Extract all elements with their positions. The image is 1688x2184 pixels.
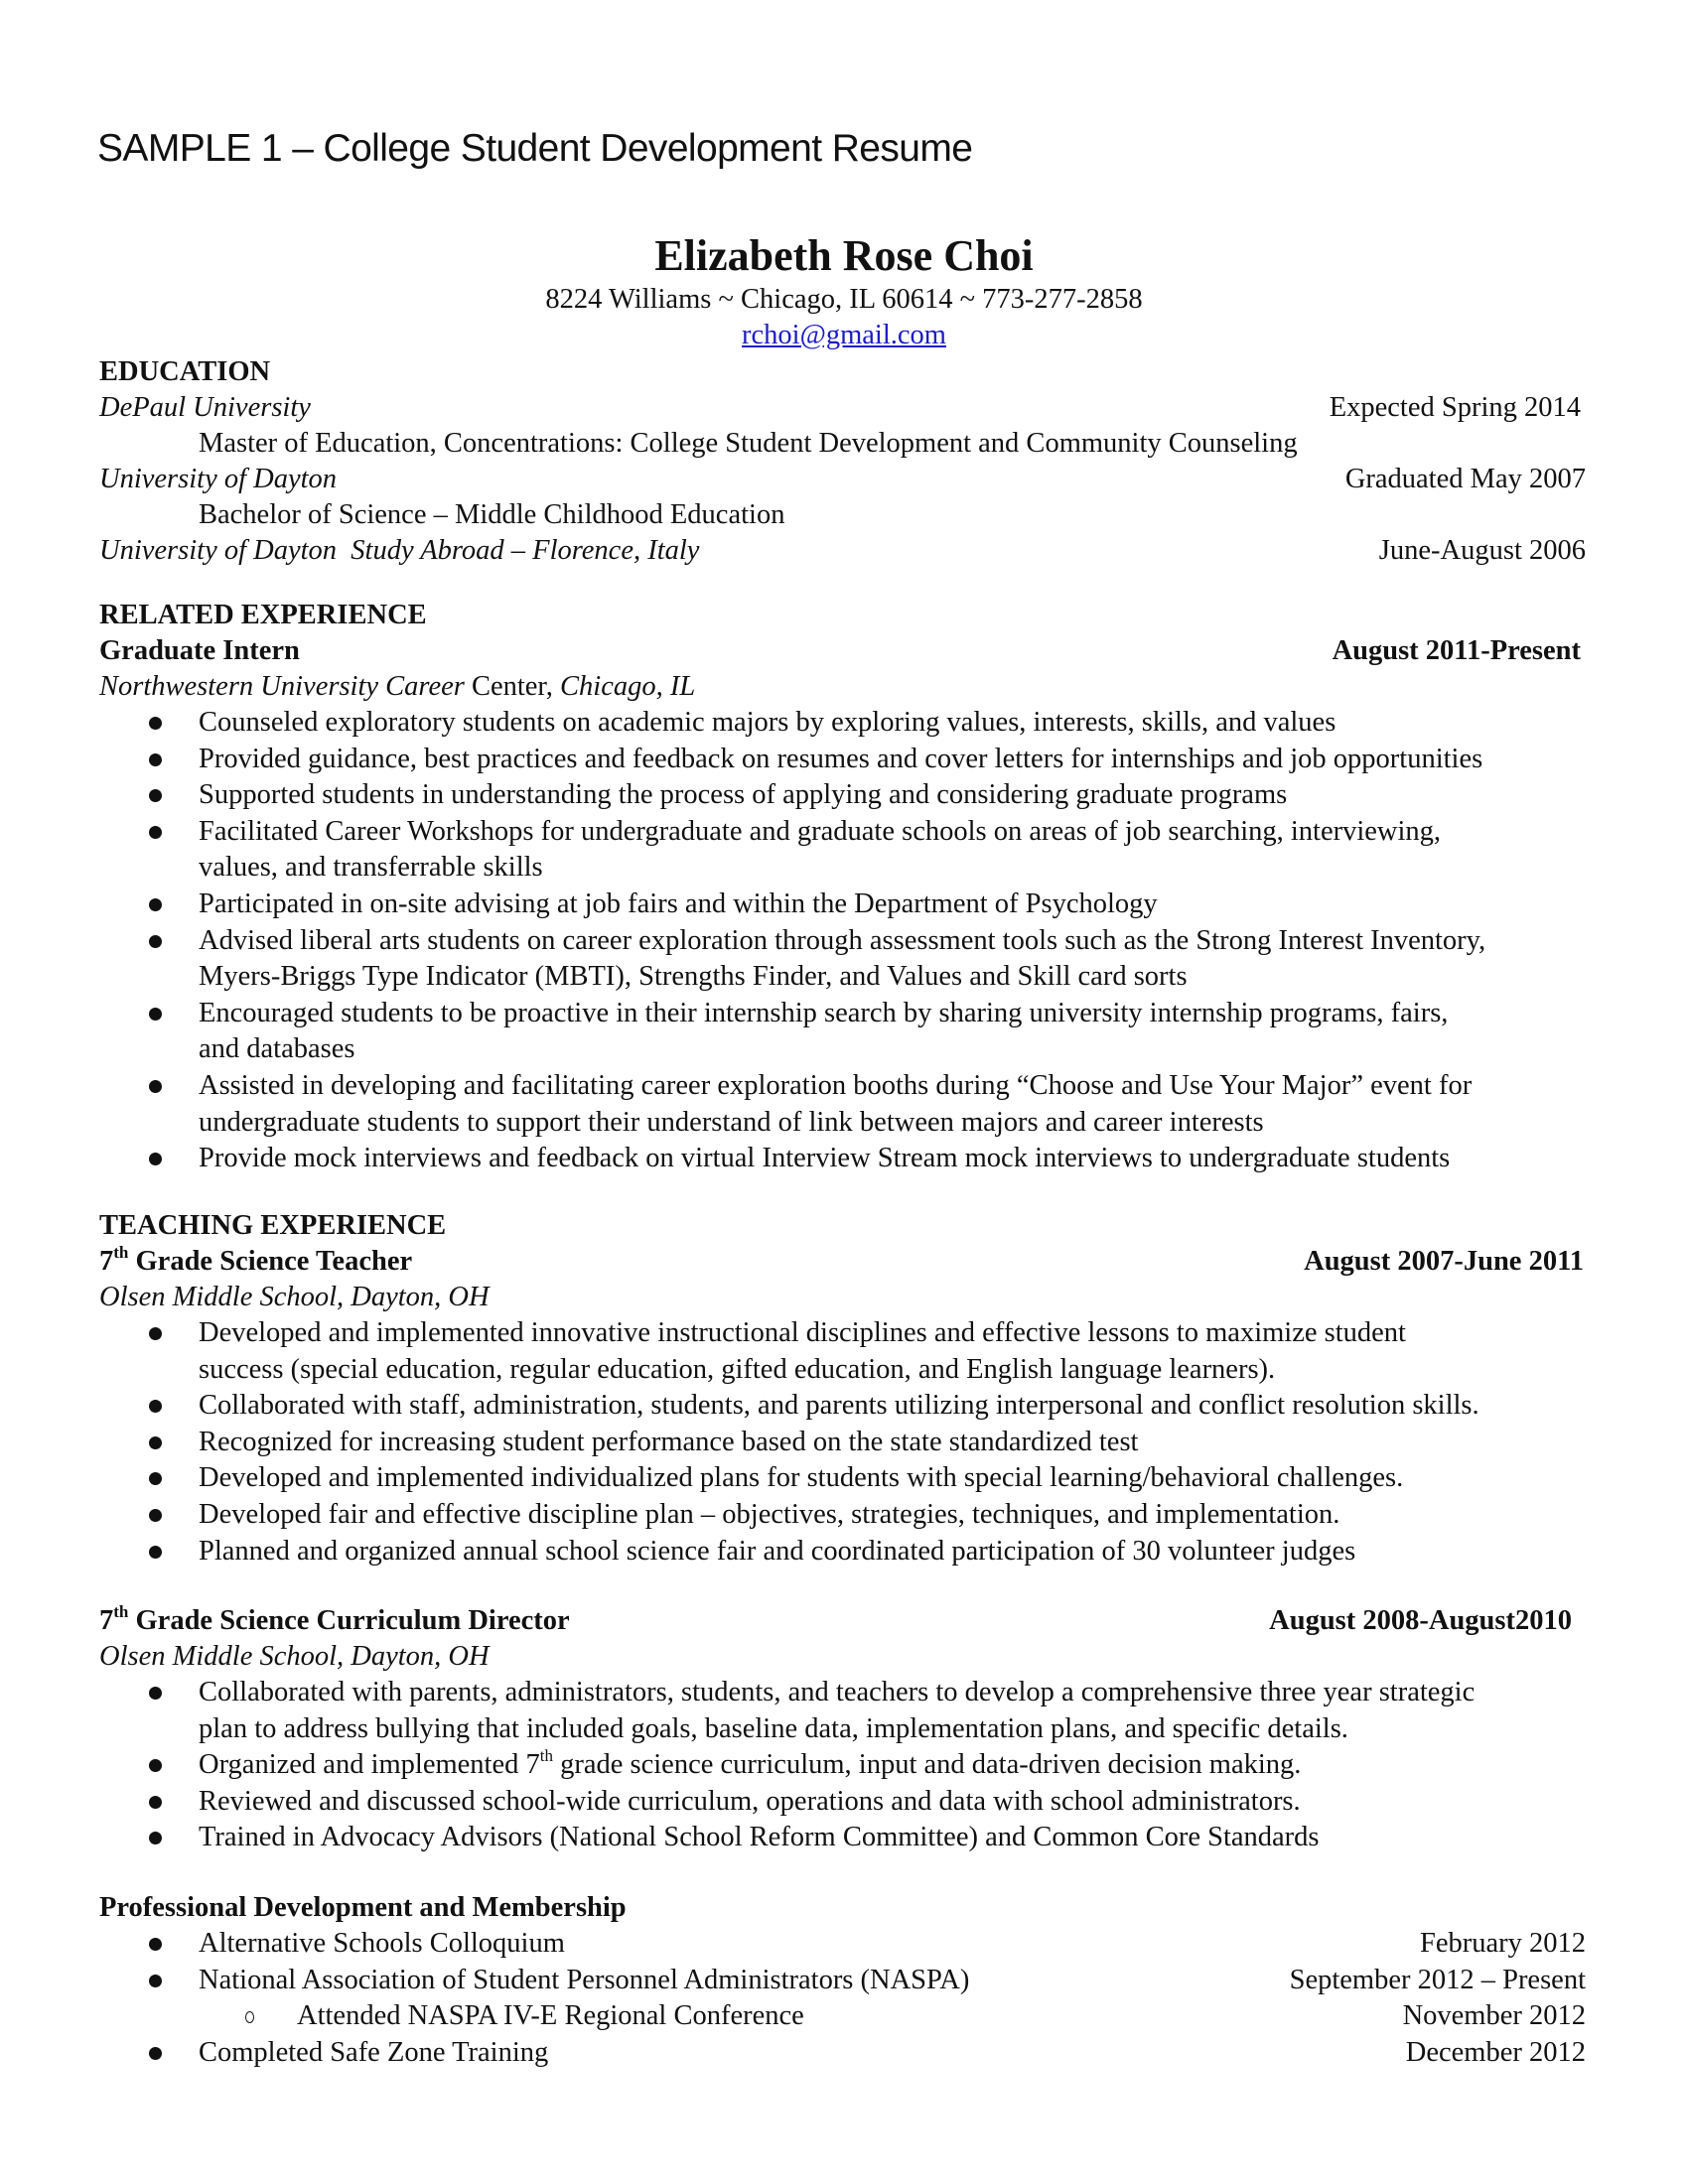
section-heading-teaching-experience: TEACHING EXPERIENCE bbox=[99, 1210, 447, 1241]
bullet-icon bbox=[149, 1153, 162, 1165]
job-header bbox=[99, 1603, 1586, 1639]
teaching-experience-section bbox=[99, 1208, 1586, 1570]
bullet-icon bbox=[149, 1472, 162, 1485]
education-date: June-August 2006 bbox=[1378, 535, 1586, 566]
list-item: Supported students in understanding the process of applying and considering graduate programs bbox=[99, 777, 1586, 814]
related-experience-section bbox=[99, 598, 1586, 1177]
education-date: Expected Spring 2014 bbox=[1329, 392, 1581, 423]
email-link[interactable]: rchoi@gmail.com bbox=[742, 320, 946, 350]
section-heading-professional-development: Professional Development and Membership bbox=[99, 1892, 627, 1923]
education-entry bbox=[99, 533, 1586, 569]
bullet-icon bbox=[149, 1546, 162, 1559]
job-date: August 2011-Present bbox=[1332, 635, 1581, 666]
hollow-bullet-icon bbox=[245, 2011, 254, 2023]
job-organization: Olsen Middle School, Dayton, OH bbox=[99, 1282, 490, 1312]
bullet-icon bbox=[149, 717, 162, 730]
bullet-icon bbox=[149, 753, 162, 766]
item-date: September 2012 – Present bbox=[1289, 1964, 1586, 1995]
job-title: 7th Grade Science Curriculum Director bbox=[99, 1601, 570, 1636]
bullet-icon bbox=[149, 1400, 162, 1413]
list-item: Collaborated with parents, administrators, students, and teachers to develop a comprehensive three year strategic plan to address bullying that included goals, baseline data, implementation plans, and specific details. bbox=[99, 1675, 1586, 1747]
job-header bbox=[99, 633, 1586, 669]
list-item: Completed Safe Zone Training December 2012 bbox=[99, 2035, 1586, 2072]
bullet-icon bbox=[149, 1436, 162, 1449]
list-item: Trained in Advocacy Advisors (National School Reform Committee) and Common Core Standards bbox=[99, 1820, 1586, 1856]
degree: Master of Education, Concentrations: College Student Development and Community Counseling bbox=[199, 428, 1298, 459]
list-item: Counseled exploratory students on academic majors by exploring values, interests, skills, and values bbox=[99, 705, 1586, 742]
list-item: Reviewed and discussed school-wide curriculum, operations and data with school administrators. bbox=[99, 1784, 1586, 1821]
list-item: National Association of Student Personnel Administrators (NASPA) September 2012 – Present bbox=[99, 1963, 1586, 1999]
candidate-name: Elizabeth Rose Choi bbox=[654, 231, 1034, 280]
sub-list-item: Attended NASPA IV-E Regional Conference November 2012 bbox=[99, 1998, 1586, 2035]
section-heading-education: EDUCATION bbox=[99, 356, 271, 387]
section-heading-related-experience: RELATED EXPERIENCE bbox=[99, 600, 427, 630]
list-item: Provide mock interviews and feedback on virtual Interview Stream mock interviews to undergraduate students bbox=[99, 1141, 1586, 1177]
degree: Bachelor of Science – Middle Childhood Education bbox=[199, 499, 785, 530]
education-date: Graduated May 2007 bbox=[1344, 464, 1586, 494]
bullet-icon bbox=[149, 1759, 162, 1772]
list-item: Recognized for increasing student performance based on the state standardized test bbox=[99, 1425, 1586, 1461]
education-entry bbox=[99, 390, 1586, 426]
job-header bbox=[99, 1244, 1586, 1280]
bullet-list bbox=[99, 1315, 1586, 1570]
bullet-icon bbox=[149, 1687, 162, 1700]
list-item: Developed and implemented individualized plans for students with special learning/behavioral challenges. bbox=[99, 1460, 1586, 1497]
item-date: November 2012 bbox=[1402, 2000, 1586, 2032]
org-name-plain: Center, bbox=[464, 671, 561, 702]
org-name: Northwestern University Career bbox=[99, 671, 465, 702]
bullet-icon bbox=[149, 826, 162, 839]
bullet-icon bbox=[149, 2047, 162, 2060]
list-item: Organized and implemented 7th grade science curriculum, input and data-driven decision making. bbox=[99, 1747, 1586, 1784]
job-date: August 2007-June 2011 bbox=[1304, 1246, 1584, 1277]
list-item: Advised liberal arts students on career exploration through assessment tools such as the Strong Interest Inventory, Myers-Briggs Type Indicator (MBTI), Strengths Finder, and Values and Skill card sorts bbox=[99, 923, 1586, 996]
list-item: Facilitated Career Workshops for undergraduate and graduate schools on areas of job searching, interviewing, values, and transferrable skills bbox=[99, 814, 1586, 887]
list-item: Planned and organized annual school science fair and coordinated participation of 30 volunteer judges bbox=[99, 1534, 1586, 1570]
education-entry bbox=[99, 462, 1586, 497]
bullet-icon bbox=[149, 1796, 162, 1809]
list-item: Developed and implemented innovative instructional disciplines and effective lessons to maximize student success (special education, regular education, gifted education, and English language learners). bbox=[99, 1315, 1586, 1388]
job-organization bbox=[99, 669, 1586, 705]
bullet-icon bbox=[149, 1832, 162, 1844]
list-item: Collaborated with staff, administration, students, and parents utilizing interpersonal and conflict resolution skills. bbox=[99, 1388, 1586, 1425]
list-item: Alternative Schools Colloquium February 2012 bbox=[99, 1926, 1586, 1963]
job-organization: Olsen Middle School, Dayton, OH bbox=[99, 1641, 490, 1672]
email-line bbox=[0, 318, 1688, 353]
list-item: Assisted in developing and facilitating career exploration booths during “Choose and Use Your Major” event for undergraduate students to support their understand of link between majors and career interests bbox=[99, 1068, 1586, 1141]
curriculum-director-section bbox=[99, 1603, 1586, 1856]
bullet-icon bbox=[149, 898, 162, 911]
bullet-list bbox=[99, 1926, 1586, 2071]
bullet-icon bbox=[149, 1975, 162, 1987]
bullet-icon bbox=[149, 1080, 162, 1093]
job-title: Graduate Intern bbox=[99, 635, 300, 666]
list-item: Developed fair and effective discipline plan – objectives, strategies, techniques, and implementation. bbox=[99, 1497, 1586, 1534]
bullet-list bbox=[99, 705, 1586, 1177]
bullet-list bbox=[99, 1675, 1586, 1856]
contact-line: 8224 Williams ~ Chicago, IL 60614 ~ 773-277-2858 bbox=[545, 284, 1143, 315]
school-name: University of Dayton bbox=[99, 464, 338, 494]
education-section bbox=[99, 354, 1586, 569]
job-title: 7th Grade Science Teacher bbox=[99, 1242, 413, 1277]
school-name: DePaul University bbox=[99, 392, 311, 423]
item-date: February 2012 bbox=[1419, 1928, 1586, 1959]
professional-development-section bbox=[99, 1890, 1586, 2071]
school-name: University of Dayton Study Abroad – Florence, Italy bbox=[99, 535, 700, 566]
item-date: December 2012 bbox=[1405, 2036, 1586, 2068]
bullet-icon bbox=[149, 1008, 162, 1021]
list-item: Encouraged students to be proactive in their internship search by sharing university internship programs, fairs, and databases bbox=[99, 996, 1586, 1068]
bullet-icon bbox=[149, 1509, 162, 1522]
org-location: Chicago, IL bbox=[560, 671, 696, 702]
bullet-icon bbox=[149, 1327, 162, 1340]
document-title: SAMPLE 1 – College Student Development Resume bbox=[97, 127, 973, 170]
bullet-icon bbox=[149, 935, 162, 948]
bullet-icon bbox=[149, 1938, 162, 1951]
bullet-icon bbox=[149, 789, 162, 802]
job-date: August 2008-August2010 bbox=[1269, 1605, 1572, 1636]
list-item: Participated in on-site advising at job fairs and within the Department of Psychology bbox=[99, 887, 1586, 923]
list-item: Provided guidance, best practices and feedback on resumes and cover letters for internships and job opportunities bbox=[99, 742, 1586, 778]
